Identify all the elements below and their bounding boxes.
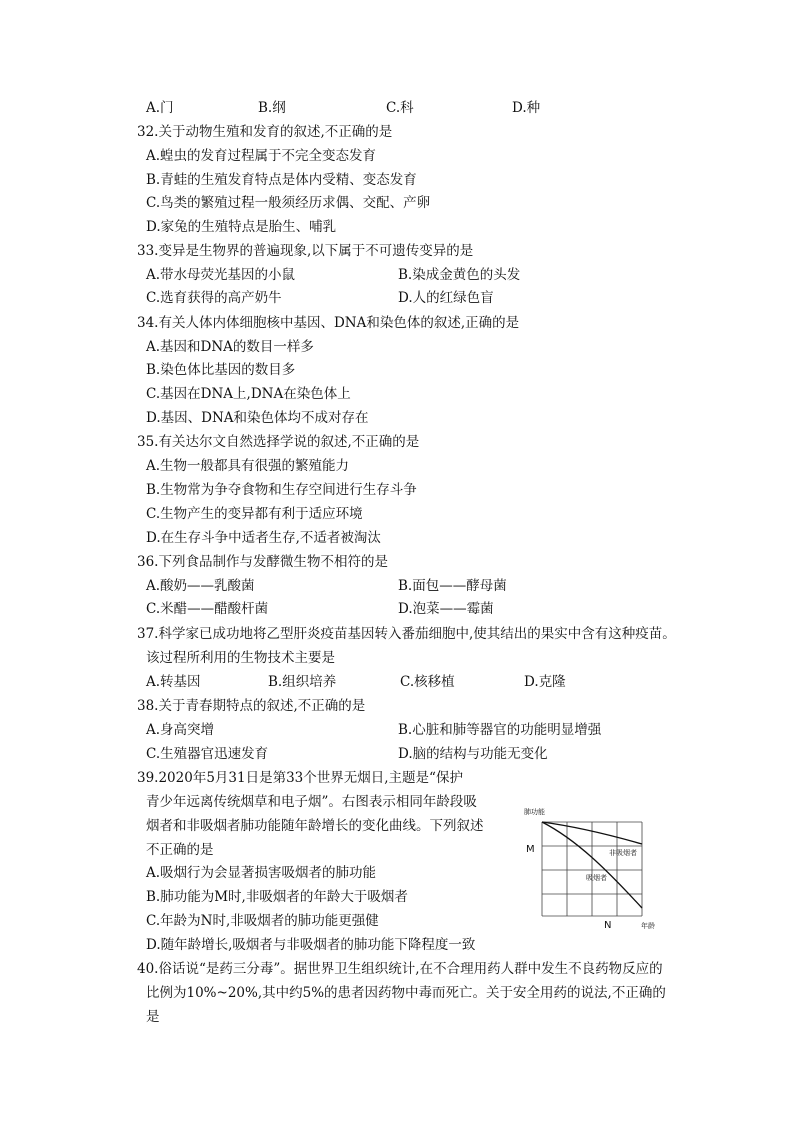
q39-stem-line4: 不正确的是 — [146, 842, 214, 858]
q38-stem: 38.关于青春期特点的叙述,不正确的是 — [137, 698, 366, 714]
q37-stem-line1: 37.科学家已成功地将乙型肝炎疫苗基因转入番茄细胞中,使其结出的果实中含有这种疫苗。 — [137, 626, 676, 642]
q31-option-b: B.纲 — [258, 100, 286, 116]
q36-option-b: B.面包——酵母菌 — [398, 578, 507, 594]
q40-stem-line2: 比例为10%~20%,其中约5%的患者因药物中毒而死亡。关于安全用药的说法,不正确的 — [146, 985, 666, 1001]
q38-option-d: D.脑的结构与功能无变化 — [398, 746, 548, 762]
q39-stem-line1: 39.2020年5月31日是第33个世界无烟日,主题是“保护 — [137, 770, 463, 786]
figure-smoker-label: 吸烟者 — [586, 874, 607, 882]
q33-option-a: A.带水母荧光基因的小鼠 — [146, 267, 296, 283]
q39-stem-line3: 烟者和非吸烟者肺功能随年龄增长的变化曲线。下列叙述 — [146, 818, 484, 834]
q34-option-d: D.基因、DNA和染色体均不成对存在 — [146, 410, 369, 426]
q40-stem-line1: 40.俗话说“是药三分毒”。据世界卫生组织统计,在不合理用药人群中发生不良药物反应的 — [137, 961, 663, 977]
q37-option-a: A.转基因 — [146, 674, 201, 690]
q35-option-c: C.生物产生的变异都有利于适应环境 — [146, 506, 363, 522]
lung-function-figure — [512, 800, 662, 930]
q37-option-b: B.组织培养 — [268, 674, 337, 690]
q36-option-c: C.米醋——醋酸杆菌 — [146, 601, 269, 617]
figure-nonsmoker-label: 非吸烟者 — [609, 849, 637, 857]
q39-option-d: D.随年龄增长,吸烟者与非吸烟者的肺功能下降程度一致 — [146, 937, 476, 953]
q32-option-d: D.家兔的生殖特点是胎生、哺乳 — [146, 219, 337, 235]
q31-option-c: C.科 — [386, 100, 414, 116]
q39-option-a: A.吸烟行为会显著损害吸烟者的肺功能 — [146, 865, 377, 881]
figure-m-label: M — [526, 844, 535, 855]
q31-option-a: A.门 — [146, 100, 174, 116]
q32-option-b: B.青蛙的生殖发育特点是体内受精、变态发育 — [146, 172, 417, 188]
q32-option-a: A.蝗虫的发育过程属于不完全变态发育 — [146, 148, 377, 164]
q37-stem-line2: 该过程所利用的生物技术主要是 — [146, 650, 335, 666]
q37-option-c: C.核移植 — [400, 674, 455, 690]
figure-xlabel: 年龄 — [641, 922, 655, 930]
q33-option-d: D.人的红绿色盲 — [398, 290, 494, 306]
q33-option-b: B.染成金黄色的头发 — [398, 267, 521, 283]
q37-option-d: D.克隆 — [524, 674, 566, 690]
q36-option-d: D.泡菜——霉菌 — [398, 601, 494, 617]
q34-option-c: C.基因在DNA上,DNA在染色体上 — [146, 386, 351, 402]
q38-option-a: A.身高突增 — [146, 722, 215, 738]
q35-stem: 35.有关达尔文自然选择学说的叙述,不正确的是 — [137, 434, 420, 450]
q34-option-a: A.基因和DNA的数目一样多 — [146, 339, 314, 355]
q35-option-a: A.生物一般都具有很强的繁殖能力 — [146, 458, 350, 474]
q39-option-c: C.年龄为N时,非吸烟者的肺功能更强健 — [146, 913, 379, 929]
q39-stem-line2: 青少年远离传统烟草和电子烟”。右图表示相同年龄段吸 — [146, 794, 477, 810]
q39-option-b: B.肺功能为M时,非吸烟者的年龄大于吸烟者 — [146, 889, 408, 905]
figure-ylabel: 肺功能 — [524, 808, 545, 816]
q33-stem: 33.变异是生物界的普遍现象,以下属于不可遗传变异的是 — [137, 243, 474, 259]
q38-option-b: B.心脏和肺等器官的功能明显增强 — [398, 722, 602, 738]
q35-option-b: B.生物常为争夺食物和生存空间进行生存斗争 — [146, 482, 417, 498]
q34-option-b: B.染色体比基因的数目多 — [146, 362, 296, 378]
q36-option-a: A.酸奶——乳酸菌 — [146, 578, 255, 594]
figure-n-label: N — [604, 920, 612, 930]
q32-option-c: C.鸟类的繁殖过程一般须经历求偶、交配、产卵 — [146, 195, 431, 211]
q40-stem-line3: 是 — [146, 1009, 160, 1025]
q36-stem: 36.下列食品制作与发酵微生物不相符的是 — [137, 554, 388, 570]
figure-grid — [542, 822, 642, 916]
q31-option-d: D.种 — [512, 100, 541, 116]
q33-option-c: C.选育获得的高产奶牛 — [146, 290, 282, 306]
q38-option-c: C.生殖器官迅速发育 — [146, 746, 269, 762]
q32-stem: 32.关于动物生殖和发育的叙述,不正确的是 — [137, 124, 393, 140]
q34-stem: 34.有关人体内体细胞核中基因、DNA和染色体的叙述,正确的是 — [137, 315, 520, 331]
q35-option-d: D.在生存斗争中适者生存,不适者被淘汰 — [146, 530, 381, 546]
